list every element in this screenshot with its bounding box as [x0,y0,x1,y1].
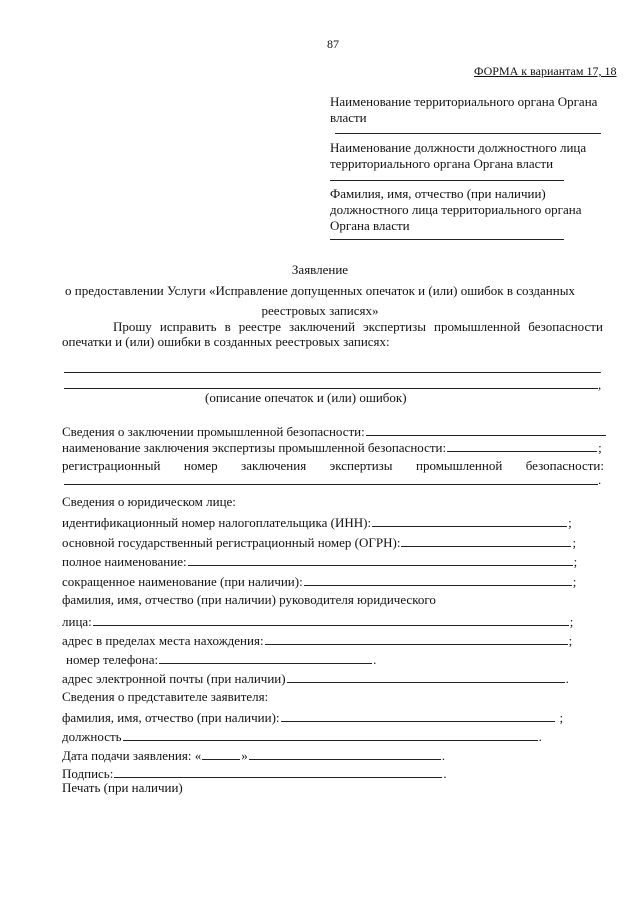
conclusion-heading: Сведения о заключении промышленной безопасности: [62,423,607,440]
phone-row: номер телефона: . [66,652,377,667]
official-title-line-1: Наименование должности должностного лица [330,140,587,155]
submission-date-row: Дата подачи заявления: « » . [62,748,445,763]
address-row: адрес в пределах места нахождения: ; [62,633,573,648]
request-line-1 [113,319,603,335]
conclusion-info-field[interactable] [366,423,606,436]
official-title-line-2: территориального органа Органа власти [330,156,554,171]
official-name-line-1: Фамилия, имя, отчество (при наличии) [330,186,546,201]
official-name-underline[interactable] [330,239,564,240]
errors-description-comma: , [598,377,602,392]
errors-description-line-1[interactable] [64,372,601,373]
signature-row: Подпись: . [62,766,447,781]
page-number: 87 [327,37,339,51]
ogrn-field[interactable] [401,534,571,547]
phone-field[interactable] [159,651,372,664]
organ-name-underline[interactable] [335,133,601,134]
short-name-row: сокращенное наименование (при наличии): ; [62,574,577,589]
official-title-underline[interactable] [330,180,564,181]
signature-field[interactable] [114,765,442,778]
representative-name-row: фамилия, имя, отчество (при наличии): ; [62,710,564,725]
representative-name-field[interactable] [281,709,555,722]
request-word: Прошу [113,319,152,334]
inn-field[interactable] [372,514,567,527]
stamp-label: Печать (при наличии) [62,780,183,795]
head-name-label: фамилия, имя, отчество (при наличии) руководителя юридического [62,592,436,607]
submission-month-year-field[interactable] [249,747,441,760]
inn-row: идентификационный номер налогоплательщика (ИНН): ; [62,515,572,530]
document-heading: Заявление [291,262,349,277]
submission-day-field[interactable] [202,747,240,760]
document-title-line-1: о предоставлении Услуги «Исправление допущенных опечаток и (или) ошибок в созданных [65,283,575,298]
conclusion-name-field[interactable] [447,439,597,452]
errors-description-line-2[interactable] [64,388,598,389]
head-name-field[interactable] [93,613,569,626]
conclusion-name-row: наименование заключения экспертизы промышленной безопасности: ; [62,440,602,455]
full-name-field[interactable] [188,553,573,566]
organ-name-line-2: власти [330,110,367,125]
email-field[interactable] [287,670,565,683]
request-word: промышленной [433,319,521,334]
registration-number-field[interactable] [64,484,598,485]
representative-position-field[interactable] [123,728,538,741]
organ-name-line-1: Наименование территориального органа Органа [330,94,598,109]
request-word: в [224,319,231,334]
request-word: реестре [238,319,281,334]
request-word: экспертизы [363,319,426,334]
email-row: адрес электронной почты (при наличии) . [62,671,569,686]
errors-description-caption: (описание опечаток и (или) ошибок) [205,390,407,405]
full-name-row: полное наименование: ; [62,554,578,569]
ogrn-row: основной государственный регистрационный номер (ОГРН): ; [62,535,577,550]
representative-position-row: должность . [62,729,542,744]
address-field[interactable] [265,632,568,645]
registration-number-row: регистрационный номер заключения экспертизы промышленной безопасности: [62,458,604,473]
request-word: заключений [288,319,356,334]
representative-heading: Сведения о представителе заявителя: [62,689,269,704]
request-line-2: опечатки и (или) ошибки в созданных реестровых записях: [62,334,390,349]
short-name-field[interactable] [304,573,572,586]
legal-entity-heading: Сведения о юридическом лице: [62,494,236,509]
head-name-row: лица: ; [62,614,574,629]
official-name-line-2: должностного лица территориального органа [330,202,582,217]
form-reference: ФОРМА к вариантам 17, 18 [474,64,617,78]
request-word: исправить [159,319,217,334]
official-name-line-3: Органа власти [330,218,410,233]
registration-number-dot: . [598,472,602,487]
document-title-line-2: реестровых записях» [261,303,379,318]
request-word: безопасности [528,319,603,334]
